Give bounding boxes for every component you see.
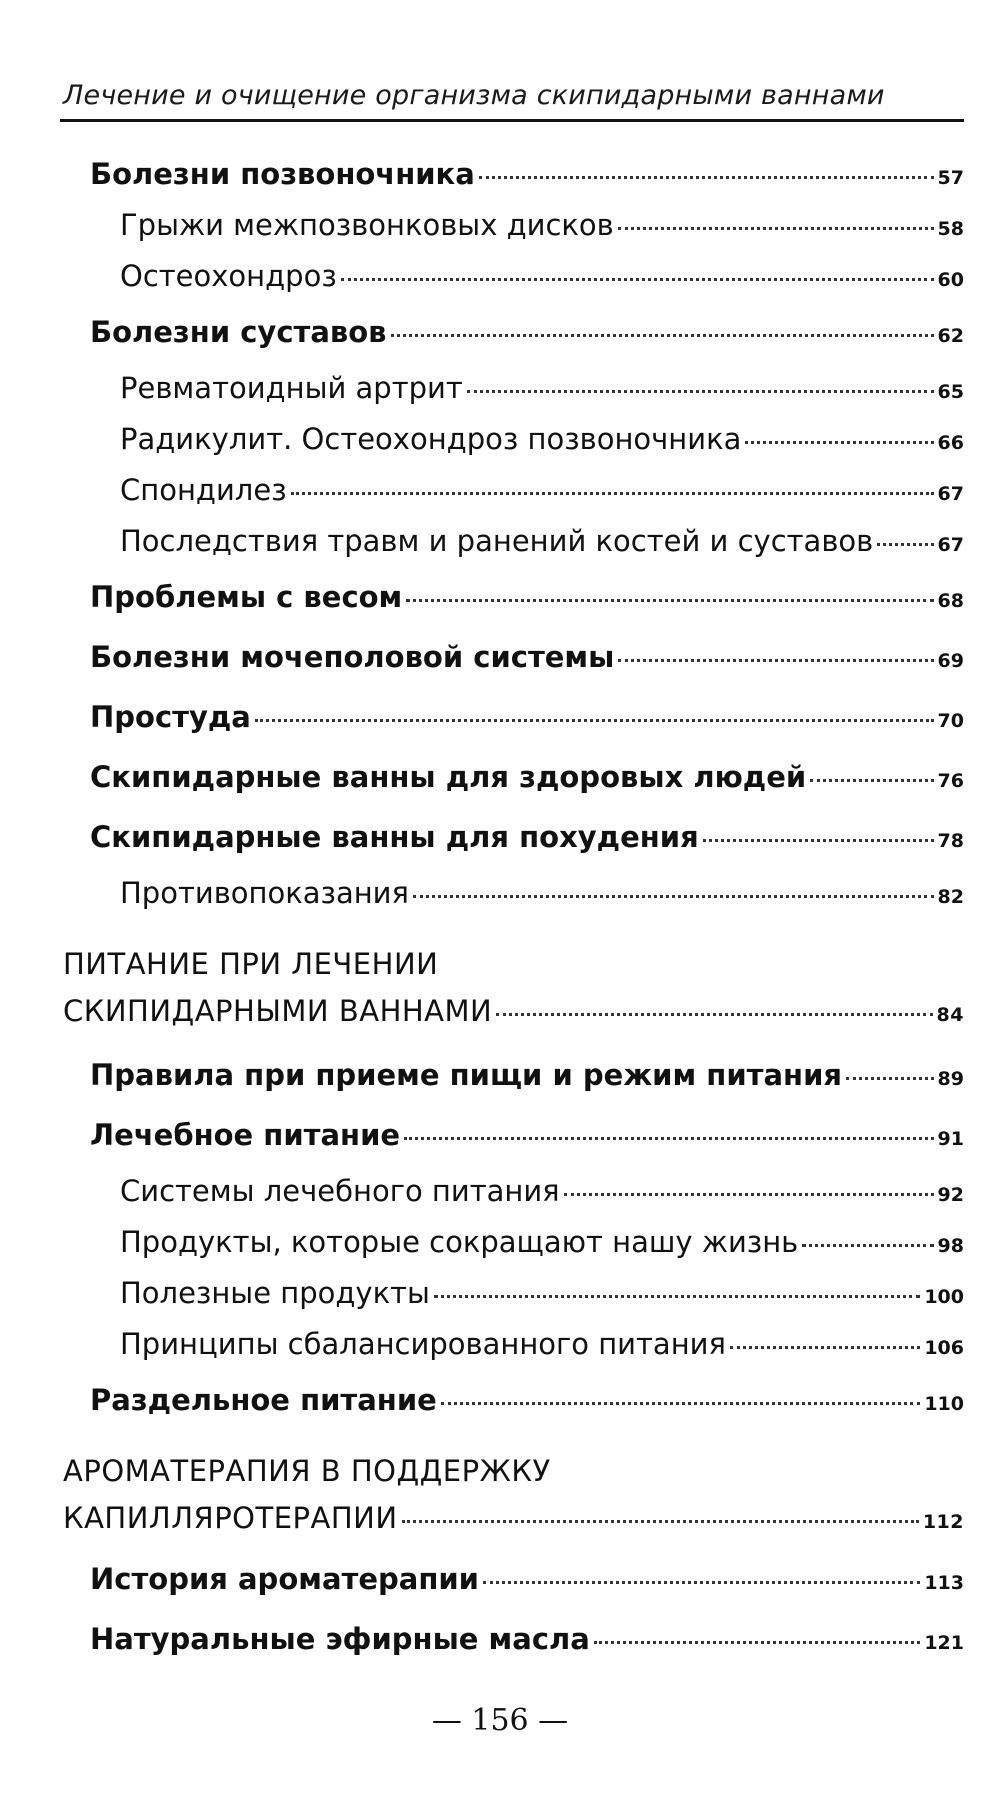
toc-entry-page: 106 [924,1337,964,1359]
toc-entry[interactable] [90,580,964,614]
toc-entry-page: 62 [937,325,964,347]
toc-entry[interactable] [120,259,964,293]
toc-entry[interactable] [120,1276,964,1310]
toc-entry-page: 98 [937,1235,964,1257]
toc-entry[interactable] [120,208,964,242]
toc-entry-page: 70 [937,710,964,732]
toc-entry-title: Противопоказания [120,876,409,910]
toc-entry-title: Спондилез [120,473,287,507]
toc-entry-page: 121 [924,1632,964,1654]
dot-leader [391,334,934,337]
running-head: Лечение и очищение организма скипидарными ваннами [63,80,885,111]
dot-leader [802,1244,933,1247]
dot-leader [255,719,934,722]
toc-entry[interactable] [90,1118,964,1152]
toc-entry-title: Проблемы с весом [90,580,403,614]
toc-entry-page: 65 [937,381,964,403]
toc-entry-page: 58 [937,218,964,240]
toc-entry-page: 82 [937,886,964,908]
toc-entry-title: Продукты, которые сокращают нашу жизнь [120,1225,799,1259]
page-number: — 156 — [431,1703,569,1738]
toc-entry[interactable] [120,876,964,910]
toc-entry-page: 112 [922,1511,964,1533]
header-rule [60,119,964,122]
dot-leader [404,1137,933,1140]
toc-entry-page: 57 [937,167,964,189]
dot-leader [441,1402,921,1405]
toc-entry-page: 76 [937,770,964,792]
toc-entry-title: Болезни мочеполовой системы [90,640,615,674]
dot-leader [810,779,933,782]
dot-leader [594,1641,921,1644]
dot-leader [730,1346,920,1349]
toc-entry-title: Полезные продукты [120,1276,430,1310]
toc-entry-title: Натуральные эфирные масла [90,1622,590,1656]
dot-leader [703,839,934,842]
toc-entry[interactable] [90,640,964,674]
dot-leader [496,1013,932,1016]
toc-entry-page: 110 [924,1393,964,1415]
section-title-line2: КАПИЛЛЯРОТЕРАПИИ [63,1501,398,1535]
toc-entry-title: Болезни позвоночника [90,157,475,191]
toc-entry-title: Системы лечебного питания [120,1174,560,1208]
toc-entry-page: 113 [924,1572,964,1594]
toc-entry[interactable] [120,1174,964,1208]
dot-leader [341,278,934,281]
toc-entry[interactable] [120,524,964,558]
toc-section-entry[interactable] [63,994,964,1028]
dot-leader [618,659,933,662]
section-title-line1: ПИТАНИЕ ПРИ ЛЕЧЕНИИ [63,947,439,981]
section-title-line1: АРОМАТЕРАПИЯ В ПОДДЕРЖКУ [63,1454,551,1488]
toc-entry-title: Ревматоидный артрит [120,371,463,405]
toc-entry[interactable] [90,1562,964,1596]
dot-leader [467,390,934,393]
toc-entry[interactable] [120,371,964,405]
toc-entry-title: Болезни суставов [90,315,387,349]
dot-leader [745,441,933,444]
toc-entry-title: Остеохондроз [120,259,337,293]
toc-entry[interactable] [90,1058,964,1092]
toc-entry-title: Грыжи межпозвонковых дисков [120,208,614,242]
section-title-line2: СКИПИДАРНЫМИ ВАННАМИ [63,994,493,1028]
toc-entry-page: 68 [937,590,964,612]
toc-entry-title: Скипидарные ванны для похудения [90,820,699,854]
toc-entry-page: 100 [924,1286,964,1308]
toc-entry-title: Правила при приеме пищи и режим питания [90,1058,843,1092]
dot-leader [846,1077,934,1080]
toc-entry-page: 84 [936,1004,964,1026]
toc-section-entry[interactable] [63,1501,964,1535]
toc-entry-page: 92 [937,1184,964,1206]
toc-entry-title: Лечебное питание [90,1118,401,1152]
toc-entry-page: 60 [937,269,964,291]
toc-entry-title: История ароматерапии [90,1562,479,1596]
toc-entry[interactable] [120,1225,964,1259]
toc-entry-page: 78 [937,830,964,852]
toc-entry-page: 89 [937,1068,964,1090]
dot-leader [291,492,934,495]
dot-leader [483,1581,920,1584]
toc-entry[interactable] [90,157,964,191]
toc-entry-page: 69 [937,650,964,672]
dot-leader [434,1295,920,1298]
toc-entry-page: 91 [937,1128,964,1150]
toc-entry[interactable] [90,315,964,349]
dot-leader [413,895,934,898]
toc-entry[interactable] [120,1327,964,1361]
toc-entry[interactable] [90,820,964,854]
toc-entry-title: Простуда [90,700,251,734]
toc-entry[interactable] [90,1622,964,1656]
toc-entry[interactable] [120,422,964,456]
toc-entry-title: Радикулит. Остеохондроз позвоночника [120,422,742,456]
toc-entry[interactable] [120,473,964,507]
dot-leader [402,1520,919,1523]
dot-leader [479,176,934,179]
toc-entry-page: 67 [937,483,964,505]
dot-leader [564,1193,934,1196]
toc-entry-page: 66 [937,432,964,454]
toc-entry-title: Раздельное питание [90,1383,437,1417]
toc-entry[interactable] [90,700,964,734]
dot-leader [618,227,934,230]
toc-entry[interactable] [90,760,964,794]
toc-entry-page: 67 [937,534,964,556]
toc-entry-title: Последствия травм и ранений костей и суставов [120,524,874,558]
toc-entry-title: Скипидарные ванны для здоровых людей [90,760,807,794]
dot-leader [877,543,933,546]
dot-leader [406,599,933,602]
toc-entry[interactable] [90,1383,964,1417]
toc-entry-title: Принципы сбалансированного питания [120,1327,726,1361]
